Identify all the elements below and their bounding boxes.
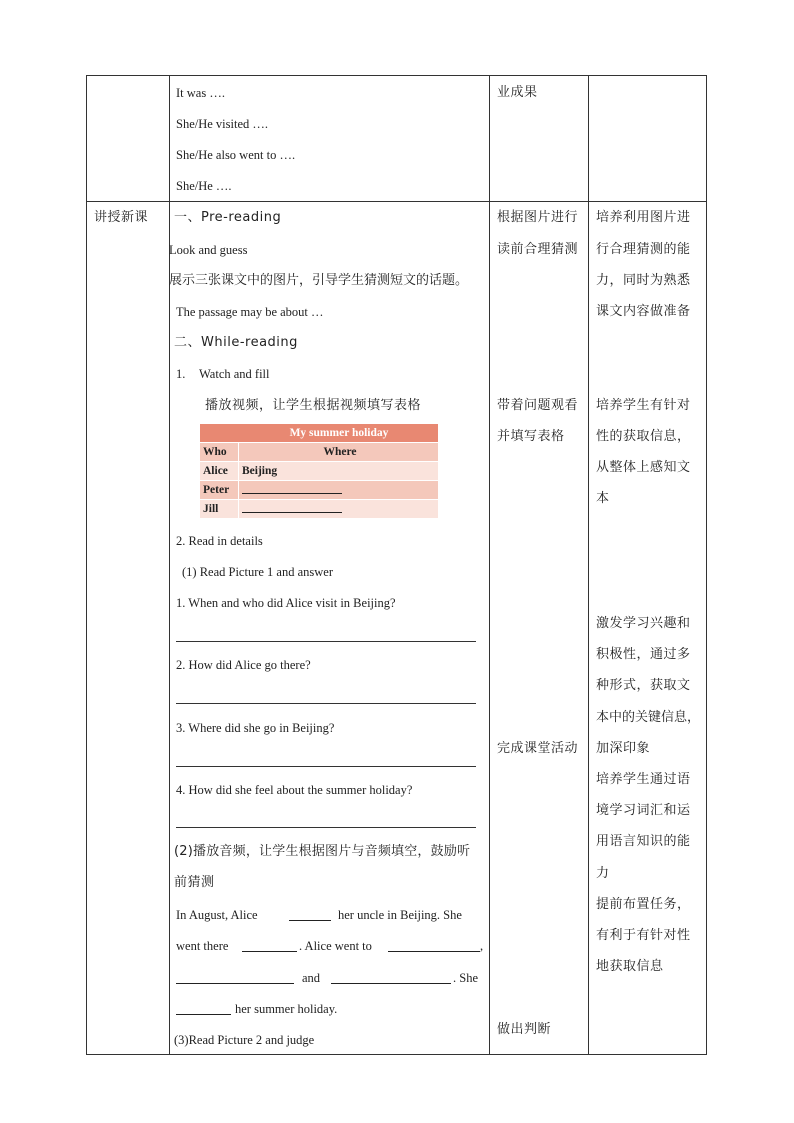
question-1: 1. When and who did Alice visit in Beijing?	[176, 596, 396, 610]
activity-text: 根据图片进行	[497, 210, 579, 225]
row-divider	[87, 201, 706, 202]
purpose-text: 行合理猜测的能	[596, 242, 691, 257]
audio-instruction-cont: 前猜测	[174, 875, 215, 890]
row-where: Beijing	[238, 462, 438, 480]
purpose-text: 力	[596, 866, 610, 881]
content-line: She/He also went to ….	[176, 148, 296, 162]
purpose-text: 本中的关键信息，	[596, 710, 701, 725]
column-header-where: Where	[238, 443, 438, 461]
purpose-text: 地获取信息	[596, 959, 664, 974]
answer-line[interactable]	[176, 641, 476, 642]
cloze-text: ,	[480, 939, 484, 953]
cloze-blank[interactable]	[331, 972, 451, 984]
content-line: She/He ….	[176, 179, 232, 193]
cloze-blank[interactable]	[176, 972, 294, 984]
cloze-blank[interactable]	[242, 940, 297, 952]
lesson-plan-table	[86, 75, 707, 1055]
cloze-text: . Alice went to	[299, 939, 372, 953]
summer-holiday-table	[200, 424, 438, 518]
activity-text: 带着问题观看	[497, 398, 579, 413]
purpose-text: 提前布置任务，	[596, 897, 691, 912]
activity-text: 业成果	[497, 85, 538, 100]
watch-instruction: 播放视频，让学生根据视频填写表格	[205, 398, 422, 413]
purpose-text: 加深印象	[596, 741, 651, 756]
holiday-table-title: My summer holiday	[200, 424, 438, 442]
row-who: Alice	[203, 465, 228, 477]
table-row	[200, 499, 438, 518]
cloze-blank[interactable]	[289, 909, 331, 921]
table-row	[200, 461, 438, 480]
picture1-heading: (1) Read Picture 1 and answer	[182, 565, 333, 579]
activity-text: 并填写表格	[497, 429, 565, 444]
purpose-text: 培养利用图片进	[596, 210, 691, 225]
column-divider	[489, 76, 490, 1054]
answer-line[interactable]	[176, 827, 476, 828]
picture2-heading: (3)Read Picture 2 and judge	[174, 1033, 315, 1047]
column-divider	[169, 76, 170, 1054]
while-reading-heading: 二、While-reading	[174, 335, 298, 350]
purpose-text: 性的获取信息，	[596, 429, 691, 444]
fill-blank	[242, 481, 342, 494]
look-and-guess: Look and guess	[169, 243, 248, 257]
content-line: It was ….	[176, 86, 225, 100]
row-who: Jill	[203, 503, 219, 515]
cloze-blank[interactable]	[176, 1003, 231, 1015]
item-number: 1.	[176, 367, 186, 381]
passage-prompt: The passage may be about …	[176, 305, 324, 319]
section-label: 讲授新课	[94, 210, 149, 225]
purpose-text: 力，同时为熟悉	[596, 273, 691, 288]
cloze-blank[interactable]	[388, 940, 480, 952]
audio-instruction: (2)播放音频，让学生根据图片与音频填空，鼓励听	[174, 844, 471, 859]
purpose-text: 境学习词汇和运	[596, 803, 691, 818]
row-who: Peter	[203, 484, 230, 496]
column-divider	[588, 76, 589, 1054]
purpose-text: 激发学习兴趣和	[596, 616, 691, 631]
read-details-heading: 2. Read in details	[176, 534, 263, 548]
column-header-who: Who	[203, 446, 227, 458]
purpose-text: 本	[596, 491, 610, 506]
purpose-text: 培养学生通过语	[596, 772, 691, 787]
activity-text: 做出判断	[497, 1022, 552, 1037]
cloze-text: her uncle in Beijing. She	[338, 908, 462, 922]
pre-reading-heading: 一、Pre-reading	[174, 210, 282, 225]
question-2: 2. How did Alice go there?	[176, 658, 311, 672]
activity-text: 完成课堂活动	[497, 741, 579, 756]
pre-reading-instruction: 展示三张课文中的图片，引导学生猜测短文的话题。	[169, 273, 469, 288]
purpose-text: 有利于有针对性	[596, 928, 691, 943]
answer-line[interactable]	[176, 766, 476, 767]
cloze-text: her summer holiday.	[235, 1002, 338, 1016]
cloze-text: went there	[176, 939, 229, 953]
purpose-text: 从整体上感知文	[596, 460, 691, 475]
row-where-blank[interactable]	[238, 500, 438, 518]
cloze-text: In August, Alice	[176, 908, 258, 922]
question-3: 3. Where did she go in Beijing?	[176, 721, 335, 735]
answer-line[interactable]	[176, 703, 476, 704]
row-where-blank[interactable]	[238, 481, 438, 499]
cloze-text: . She	[453, 971, 478, 985]
purpose-text: 积极性，通过多	[596, 647, 691, 662]
cloze-text: and	[302, 971, 321, 985]
table-row	[200, 480, 438, 499]
purpose-text: 种形式，获取文	[596, 678, 691, 693]
holiday-table-header	[200, 442, 438, 461]
purpose-text: 培养学生有针对	[596, 398, 691, 413]
activity-text: 读前合理猜测	[497, 242, 579, 257]
fill-blank	[242, 500, 342, 513]
purpose-text: 用语言知识的能	[596, 834, 691, 849]
watch-and-fill: Watch and fill	[199, 367, 270, 381]
purpose-text: 课文内容做准备	[596, 304, 691, 319]
question-4: 4. How did she feel about the summer holiday?	[176, 783, 413, 797]
content-line: She/He visited ….	[176, 117, 269, 131]
